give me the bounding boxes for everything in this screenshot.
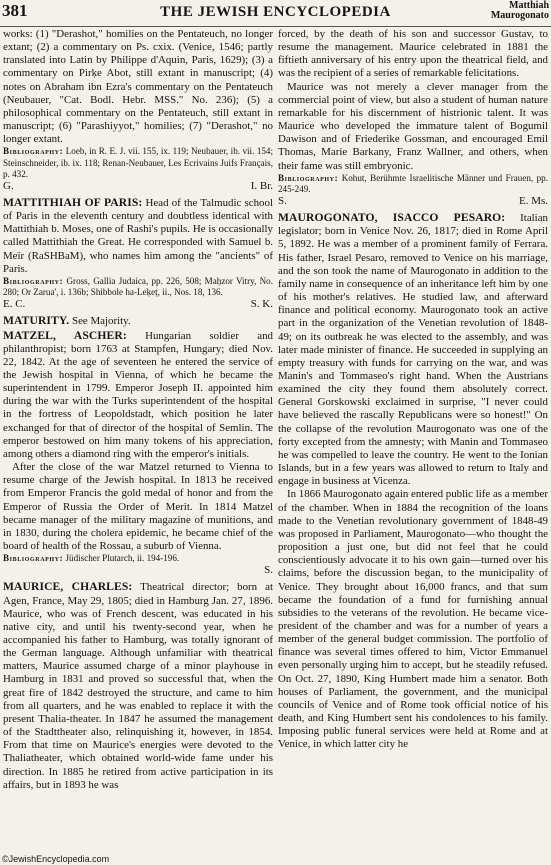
entry-headword: MAUROGONATO, ISACCO PESARO:: [278, 211, 506, 225]
entry-headword: MATURITY.: [3, 314, 70, 328]
bibliography-text: Loeb, in R. E. J. vii. 155, ix. 119; Neubauer, ib. vii. 154; Steinschneider, ib. ix. 118; Renan-Neubauer, Les Ecrivains Juifs Français, p. 432.: [3, 146, 273, 179]
article-entry: [3, 314, 273, 328]
paragraph-text: Hungarian soldier and philanthropist; born 1763 at Stampfen, Hungary; died Nov. 22, 1842. At the age of seventeen he entered the service of the Jewish hospital in Vienna, of which he became the superintendent in 1799. Emperor Joseph II. appointed him during the war with the Turks superintendent of the hospital in the fortress of Leopoldstadt, which position he later exchanged for that of director of the hospital of Semlin. The emperor bestowed on him many tokens of his appreciation, among others a diamond ring with the emperor's initials.: [3, 329, 273, 460]
paragraph-text: After the close of the war Matzel returned to Vienna to resume charge of the Jewish hospital. In 1813 he received from Emperor Francis the gold medal of honor and from the Emperor of Russia the Order of Merit. In 1814 Matzel became manager of the military magazine of munitions, and in 1830, during the cholera epidemic, he became chief of the board of health of the Rossau, a suburb of Vienna.: [3, 461, 273, 553]
bibliography: [3, 553, 273, 564]
signature-line: [3, 564, 273, 577]
bibliography-label: Bibliography:: [3, 275, 64, 286]
bibliography-text: Gross, Gallia Judaica, pp. 226, 508; Maḥzor Vitry, No. 280; Or Zarua', i. 136b; Shibbole ha-Leḳeṭ, ii., Nos. 18, 136.: [3, 275, 273, 298]
paragraph: [3, 461, 273, 553]
entry-headword: MATZEL, ASCHER:: [3, 328, 127, 342]
paragraph-text: Italian legislator; born in Venice Nov. 26, 1817; died in Rome April 5, 1892. He was a member of a prominent family of Ferrara. His father, Israel Pesaro, removed to Venice on his marriage, and the son took the name of Maurogonato in addition to the family name in consequence of an inheritance left him by one of his mother's relatives. He studied law, and afterward finance and political economy. Maurogonato took an active part in the organization of the Venetian revolution of 1848-49; on its outbreak he was elected to the assembly, and was later made minister of finance. He succeeded in supplying an empty treasury with funds for carrying on the war, and was Manin's and Tommaseo's right hand. When the Austrians examined the city they found them absolutely correct. General Gorskowski exclaimed in surprise, "I never could have believed the rascally Republicans were so honest!" On the collapse of the revolution Maurogonato was one of the forty excepted from the amnesty; with Manin and Tommaseo he was compelled to leave the country. He went to the Ionian Islands, but in a few years was allowed to return to Italy and engage in business at Vicenza.: [278, 212, 548, 488]
article-entry: [3, 196, 273, 276]
signature-initials-right: S.: [264, 564, 273, 577]
signature-initials-left: G.: [3, 180, 14, 193]
page-number: 381: [2, 1, 28, 20]
signature-initials-left: E. C.: [3, 298, 26, 311]
signature-line: [278, 195, 548, 208]
signature-initials-right: E. Ms.: [518, 195, 548, 208]
paragraph-text: works: (1) "Derashot," homilies on the Pentateuch, no longer extant; (2) a commentary on Ps. cxix. (Venice, 1546; partly translated into Latin by Philippe d'Aquin, Paris, 1629); (3) a commentary on Pirḳe Abot, still extant in manuscript; (4) notes on Abraham ibn Ezra's commentary on the Pentateuch (Neubauer, "Cat. Bodl. Hebr. MSS." No. 236); (5) a philosophical commentary on the Pentateuch, still extant in manuscript; (6) "Parashiyyot," homilies; (7) "Derashot," no longer extant.: [3, 28, 273, 146]
paragraph: [278, 488, 548, 751]
guide-word-top: Matthiah: [509, 0, 549, 11]
signature-line: [3, 298, 273, 311]
running-title: THE JEWISH ENCYCLOPEDIA: [160, 4, 391, 20]
entry-headword: MAURICE, CHARLES:: [3, 580, 133, 594]
entry-headword: MATTITHIAH OF PARIS:: [3, 196, 143, 210]
bibliography-label: Bibliography:: [3, 146, 64, 157]
paragraph-text: Head of the Talmudic school of Paris in the eleventh century and doubtless identical with Mattithiah b. Moses, one of Rashi's pupils. He is occasionally called Mattithiah the Great. He corresponded with Samuel b. Meïr (RaSHBaM), who names him among the "ancients" of Paris.: [3, 197, 273, 275]
paragraph-text: See Majority.: [72, 315, 131, 328]
signature-initials-left: S.: [278, 195, 287, 208]
article-entry: [3, 329, 273, 462]
paragraph-text: Maurice was not merely a clever manager from the commercial point of view, but also a student of human nature remarkable for his discernment of histrionic talent. It was Maurice who developed the immature talent of Bogumil Dawison and of Friederike Gossman, and encouraged Emil Thomas, Marie Barkany, Franz Wallner, and others, when their fame was still embryonic.: [278, 80, 548, 172]
bibliography: [3, 276, 273, 298]
paragraph: [278, 81, 548, 173]
footer-credit[interactable]: ©JewishEncyclopedia.com: [2, 854, 110, 864]
article-entry: [3, 580, 273, 792]
running-guide-words: [491, 1, 549, 21]
right-column: [278, 28, 548, 752]
paragraph-text: Theatrical director; born at Agen, France, May 29, 1805; died in Hamburg Jan. 27, 1896. Maurice, who was of French descent, was educated in his native city, and until his twenty-second year, when he accompanied his father to Hamburg, was totally ignorant of the German language. Although unfamiliar with theatrical matters, Maurice assumed charge of a minor playhouse in Hamburg in 1831 and proved so successful that, when the great fire of 1842 destroyed the structure, and came to him from all quarters, and he was enabled to replace it with the present Thalia-theater. In 1847 he assumed the management of the Stadttheater also, relinquishing it, however, in 1854. From that time on Maurice's energies were devoted to the Thaliatheater, which obtained world-wide fame under his direction. In 1885 he retired from active participation in its affairs, but in 1893 he was: [3, 581, 273, 791]
article-entry: [278, 211, 548, 488]
bibliography-label: Bibliography:: [278, 172, 339, 183]
paragraph: [278, 28, 548, 81]
bibliography: [278, 173, 548, 195]
running-header: [0, 0, 551, 27]
signature-line: [3, 180, 273, 193]
paragraph-text: In 1866 Maurogonato again entered public life as a member of the chamber. When in 1884 the recognition of the loans made to the Venetian revolutionary government of 1848-49 was proposed in Parliament, Maurogonato—who thought the proposition a just one, but did not feel that he could conscientiously advocate it to his own gain—turned over his claims, before the discussion began, to the municipality of Venice. They brought about 16,000 francs, and that sum became the foundation of a fund for furnishing annual subsidies to the veterans of the revolution. He became vice-president of the chamber and was for a number of years a member of the general budget commission. The portfolio of finance was several times offered to him, Victor Emmanuel even personally urging him to accept, but he steadily refused. On Oct. 27, 1890, King Humbert made him a senator. Both houses of Parliament, the government, and the municipal councils of Venice and of Rome took official notice of his death, and King Humbert sent his condolences to his family. Imposing public funeral services were held at Rome and at Venice, in which latter city he: [278, 488, 548, 751]
bibliography-label: Bibliography:: [3, 553, 64, 564]
bibliography: [3, 146, 273, 180]
paragraph-text: forced, by the death of his son and successor Gustav, to resume the management. Maurice celebrated in 1881 the fiftieth anniversary of his entry upon the theatrical field, and was the recipient of a series of remarkable felicitations.: [278, 28, 548, 80]
signature-initials-right: I. Br.: [250, 180, 273, 193]
signature-initials-right: S. K.: [250, 298, 273, 311]
paragraph: [3, 28, 273, 146]
bibliography-text: Kohut, Berühmte Israelitische Männer und Frauen, pp. 245-249.: [278, 172, 548, 194]
guide-word-bottom: Maurogonato: [490, 10, 549, 21]
bibliography-text: Jüdischer Plutarch, ii. 194-196.: [65, 553, 180, 564]
left-column: [3, 28, 273, 792]
